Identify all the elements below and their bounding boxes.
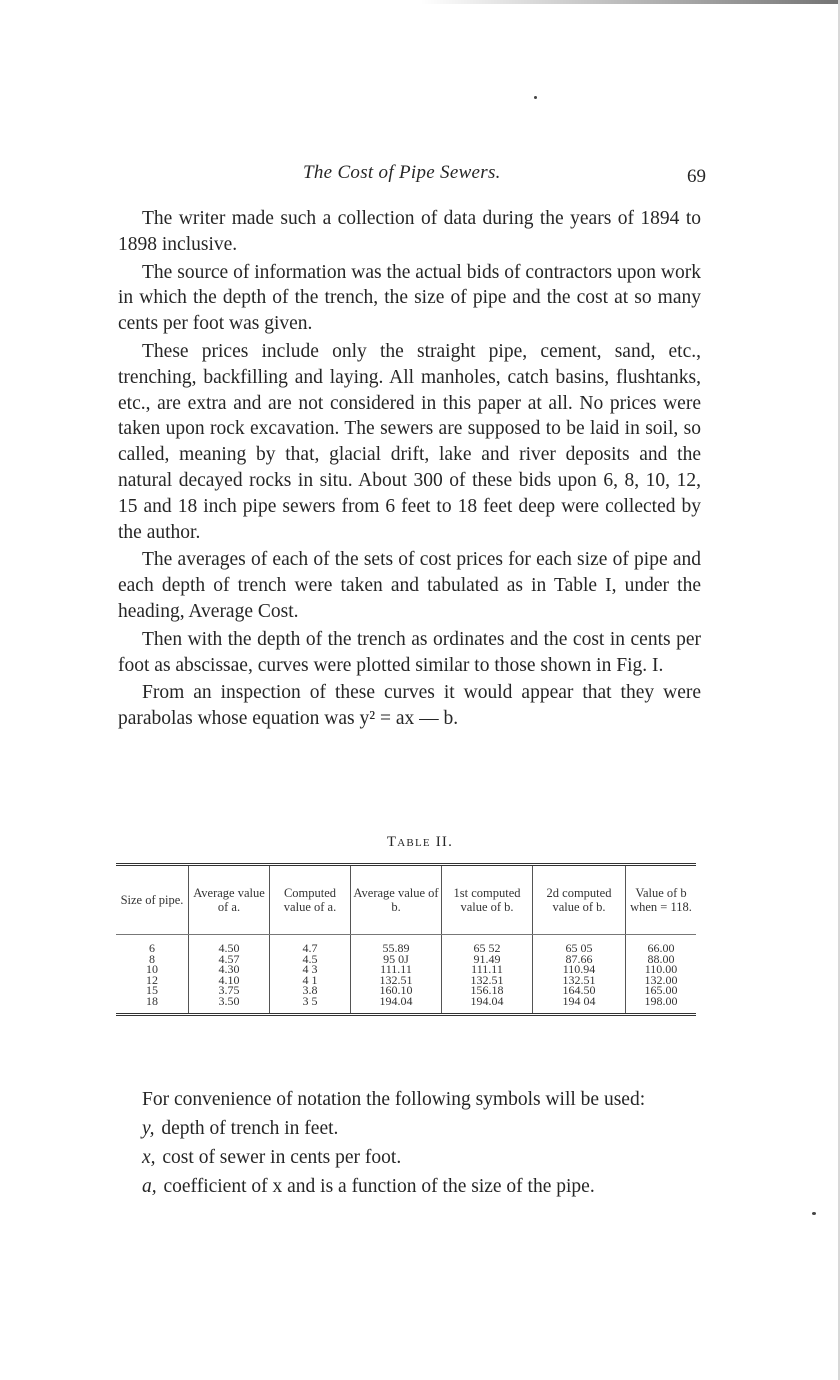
table-cell: 4.30 xyxy=(218,962,240,977)
notation-section xyxy=(118,1086,701,1202)
notation-text: cost of sewer in cents per foot. xyxy=(162,1147,402,1168)
table-cell: 111.11 xyxy=(471,962,503,977)
column-header: Value of b when = 118. xyxy=(626,865,697,935)
table-header-row xyxy=(116,865,696,935)
table-cell: 132.51 xyxy=(470,972,504,987)
paragraph: The averages of each of the sets of cost prices for each size of pipe and each depth of trench were taken and tabulated as in Table I, under the heading, Average Cost. xyxy=(118,549,701,622)
table-cell: 4.57 xyxy=(218,951,240,966)
table-caption: Table II. xyxy=(386,834,454,850)
table-cell: 4.50 xyxy=(218,941,240,955)
column-computed-a xyxy=(270,935,351,1015)
notation-symbol: y, xyxy=(142,1118,155,1139)
table-cell: 132.51 xyxy=(379,972,413,987)
running-head xyxy=(118,160,706,190)
table-cell: 55.89 xyxy=(382,941,410,955)
paragraph: These prices include only the straight pipe, cement, sand, etc., trenching, backfilling and laying. All manholes, catch basins, flushtanks, etc., are extra and are not considered in this paper at all. No prices were taken upon rock excavation. The sewers are supposed to be laid in soil, so called, meaning by that, glacial drift, lake and river deposits and the natural decayed rocks in situ. About 300 of these bids upon 6, 8, 10, 12, 15 and 18 inch pipe sewers from 6 feet to 18 feet deep were collected by the author. xyxy=(118,340,701,543)
dust-speck xyxy=(534,96,537,99)
column-header: Size of pipe. xyxy=(116,865,189,935)
column-header: Average value of b. xyxy=(351,865,442,935)
table-cell: 88.00 xyxy=(647,951,675,966)
table-cell: 194.04 xyxy=(470,993,504,1008)
table-cell: 3.75 xyxy=(218,983,240,998)
table-cell: 110.00 xyxy=(644,962,678,977)
table-cell: 10 xyxy=(146,962,158,977)
table-cell: 111.11 xyxy=(380,962,412,977)
column-first-b xyxy=(442,935,533,1015)
table-cell: 15 xyxy=(146,983,158,998)
paragraph: Then with the depth of the trench as ordinates and the cost in cents per foot as abscissae, curves were plotted similar to those shown in Fig. I. xyxy=(118,628,701,676)
notation-text: depth of trench in feet. xyxy=(161,1118,339,1139)
table-cell: 3.8 xyxy=(302,983,318,998)
table-cell: 4.10 xyxy=(218,972,240,987)
table-cell: 165.00 xyxy=(644,983,678,998)
table-cell: 194.04 xyxy=(379,993,413,1008)
notation-text: coefficient of x and is a function of the size of the pipe. xyxy=(163,1176,595,1197)
column-second-b xyxy=(533,935,626,1015)
column-header: Average value of a. xyxy=(189,865,270,935)
table-cell: 3.50 xyxy=(218,993,240,1008)
notation-item xyxy=(118,1173,701,1201)
table-cell: 6 xyxy=(149,941,155,955)
table-cell: 8 xyxy=(149,951,155,966)
paragraph: The writer made such a collection of data during the years of 1894 to 1898 inclusive. xyxy=(118,208,701,255)
table-cell: 194 04 xyxy=(562,993,596,1008)
column-avg-a xyxy=(189,935,270,1015)
notation-item xyxy=(118,1115,701,1143)
paragraph: The source of information was the actual bids of contractors upon work in which the depth of the trench, the size of pipe and the cost at so many cents per foot was given. xyxy=(118,261,701,335)
column-avg-b xyxy=(351,935,442,1015)
table-body-row xyxy=(116,935,696,1015)
table-cell: 156.18 xyxy=(470,983,504,998)
table-cell: 3 5 xyxy=(302,993,318,1008)
table-cell: 110.94 xyxy=(562,962,596,977)
notation-item xyxy=(118,1144,701,1172)
column-header: Computed value of a. xyxy=(270,865,351,935)
dust-speck xyxy=(812,1212,816,1215)
table-cell: 132.00 xyxy=(644,972,678,987)
column-b-118 xyxy=(626,935,697,1015)
table-cell: 91.49 xyxy=(473,951,501,966)
table-cell: 65 52 xyxy=(473,941,501,955)
table-cell: 132.51 xyxy=(562,972,596,987)
column-size xyxy=(116,935,189,1015)
notation-intro: For convenience of notation the following symbols will be used: xyxy=(142,1089,646,1110)
scan-edge-top xyxy=(420,0,840,4)
table-cell: 4.5 xyxy=(302,951,318,966)
table-cell: 66.00 xyxy=(647,941,675,955)
notation-symbol: x, xyxy=(142,1147,156,1168)
column-header: 2d computed value of b. xyxy=(533,865,626,935)
table-cell: 65 05 xyxy=(565,941,593,955)
running-title: The Cost of Pipe Sewers. xyxy=(303,162,501,183)
column-header: 1st computed value of b. xyxy=(442,865,533,935)
page-number: 69 xyxy=(687,166,706,187)
table-cell: 87.66 xyxy=(565,951,593,966)
table-cell: 164.50 xyxy=(562,983,596,998)
paragraph: From an inspection of these curves it would appear that they were parabolas whose equation was y² = ax — b. xyxy=(118,682,701,730)
table-cell: 4 1 xyxy=(302,972,318,987)
table-cell: 12 xyxy=(146,972,158,987)
table-cell: 95 0J xyxy=(383,951,409,966)
notation-symbol: a, xyxy=(142,1176,157,1197)
table-cell: 160.10 xyxy=(379,983,413,998)
table-cell: 4 3 xyxy=(302,962,318,977)
data-table xyxy=(116,863,696,1016)
table-cell: 18 xyxy=(146,993,158,1008)
table-cell: 4.7 xyxy=(302,941,318,955)
table-cell: 198.00 xyxy=(644,993,678,1008)
body-text xyxy=(118,206,701,734)
